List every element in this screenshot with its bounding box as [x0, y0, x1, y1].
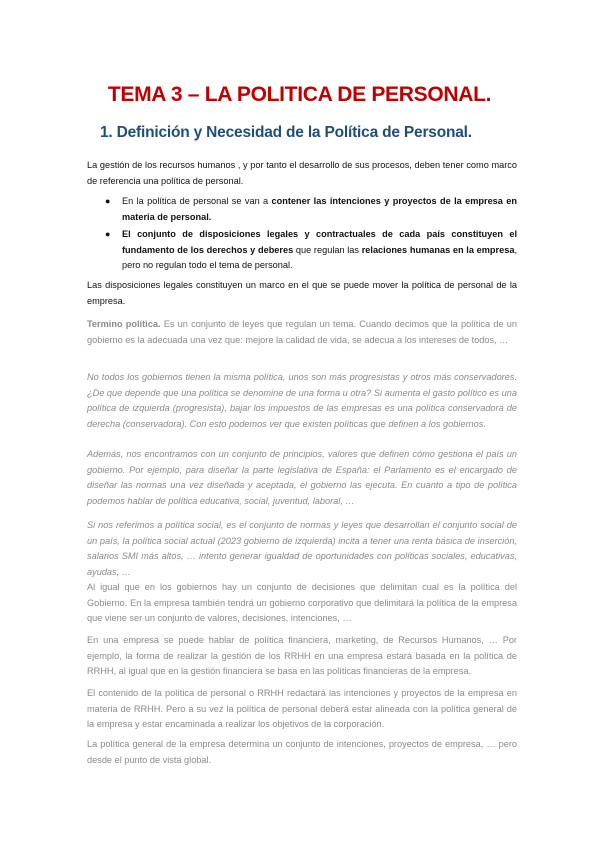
paragraph-principles: Además, nos encontramos con un conjunto de principios, valores que definen cómo gestiona el país un gobierno. Por ejemplo, para diseñar la parte legislativa de España: el Parlamento es el encargado de diseñar las normas una vez diseñada y aceptada, el gobierno las ejecuta. En cuanto a tipo de política podemos hablar de política educativa, social, juventud, laboral, …	[87, 449, 517, 506]
bullet-bold-text: El conjunto de disposiciones legales y contractuales de cada país constituyen el fundamento de los derechos y deberes	[122, 229, 517, 255]
intro-paragraph: La gestión de los recursos humanos , y por tanto el desarrollo de sus procesos, deben tener como marco de referencia una política de personal.	[87, 160, 517, 186]
paragraph-general-policy: La política general de la empresa determina un conjunto de intenciones, proyectos de empresa, … pero desde el punto de vista global.	[87, 739, 517, 765]
section-heading: 1. Definición y Necesidad de la Política de Personal.	[100, 124, 472, 141]
bullet-text: que regulan las	[293, 244, 362, 255]
bullet-icon: ●	[105, 229, 111, 239]
bullet-item	[105, 227, 517, 274]
paragraph-corporate-government: Al igual que en los gobiernos hay un conjunto de decisiones que delimitan cual es la política del Gobierno. En la empresa también tendrá un gobierno corporativo que delimitará la política de la empresa que viene ser un conjunto de valores, decisiones, intenciones, …	[87, 582, 517, 623]
bullet-text: , pero no regulan todo el tema de personal.	[122, 244, 517, 270]
paragraph-hr-content: El contenido de la política de personal o RRHH redactará las intenciones y proyectos de la empresa en materia de RRHH. Pero a su vez la política de personal deberá estar alineada con la política general de la empresa y estar encaminada a realizar los objetivos de la corporación.	[87, 688, 517, 729]
bullet-icon: ●	[105, 196, 111, 206]
page-title: TEMA 3 – LA POLITICA DE PERSONAL.	[107, 83, 492, 106]
bullet-item	[105, 194, 517, 225]
paragraph-company-policies: En una empresa se puede hablar de política financiera, marketing, de Recursos Humanos, … Por ejemplo, la forma de realizar la gestión de los RRHH en una empresa estará basada en la política de RRHH, al igual que en la gestión financiera se basa en las políticas financieras de la empresa.	[87, 635, 517, 676]
paragraph-social-policy: Si nos referimos a política social, es el conjunto de normas y leyes que desarrollan el conjunto social de un país, la política social actual (2023 gobierno de izquierda) incita a tener una renta básica de inserción, salarios SMI más altos, … intento generar igualdad de oportunidades con políticas sociales, educativas, ayudas, …	[87, 520, 517, 577]
bullet-bold-text: relaciones humanas en la empresa	[361, 244, 515, 255]
term-label: Termino política.	[87, 319, 161, 329]
paragraph-legal-framework: Las disposiciones legales constituyen un marco en el que se puede mover la política de personal de la empresa.	[87, 280, 517, 306]
term-text: Es un conjunto de leyes que regulan un tema. Cuando decimos que la política de un gobierno es la adecuada una vez que: mejore la calidad de vida, se adecua a los intereses de todos, …	[87, 319, 517, 345]
bullet-bold-text: contener las intenciones y proyectos de la empresa en materia de personal.	[122, 196, 517, 222]
bullet-list	[87, 194, 517, 276]
paragraph-term-definition	[87, 317, 517, 348]
bullet-text: En la política de personal se van a	[122, 196, 272, 206]
paragraph-governments: No todos los gobiernos tienen la misma política, unos son más progresistas y otros más conservadores. ¿De que depende que una política se denomine de una forma u otra? Si aumenta el gasto político es una política de izquierda (progresista), bajar los impuestos de las empresas es una política conservadora de derecha (conservadora). Con esto podemos ver que existen políticas que definen a los gobiernos.	[87, 372, 517, 429]
